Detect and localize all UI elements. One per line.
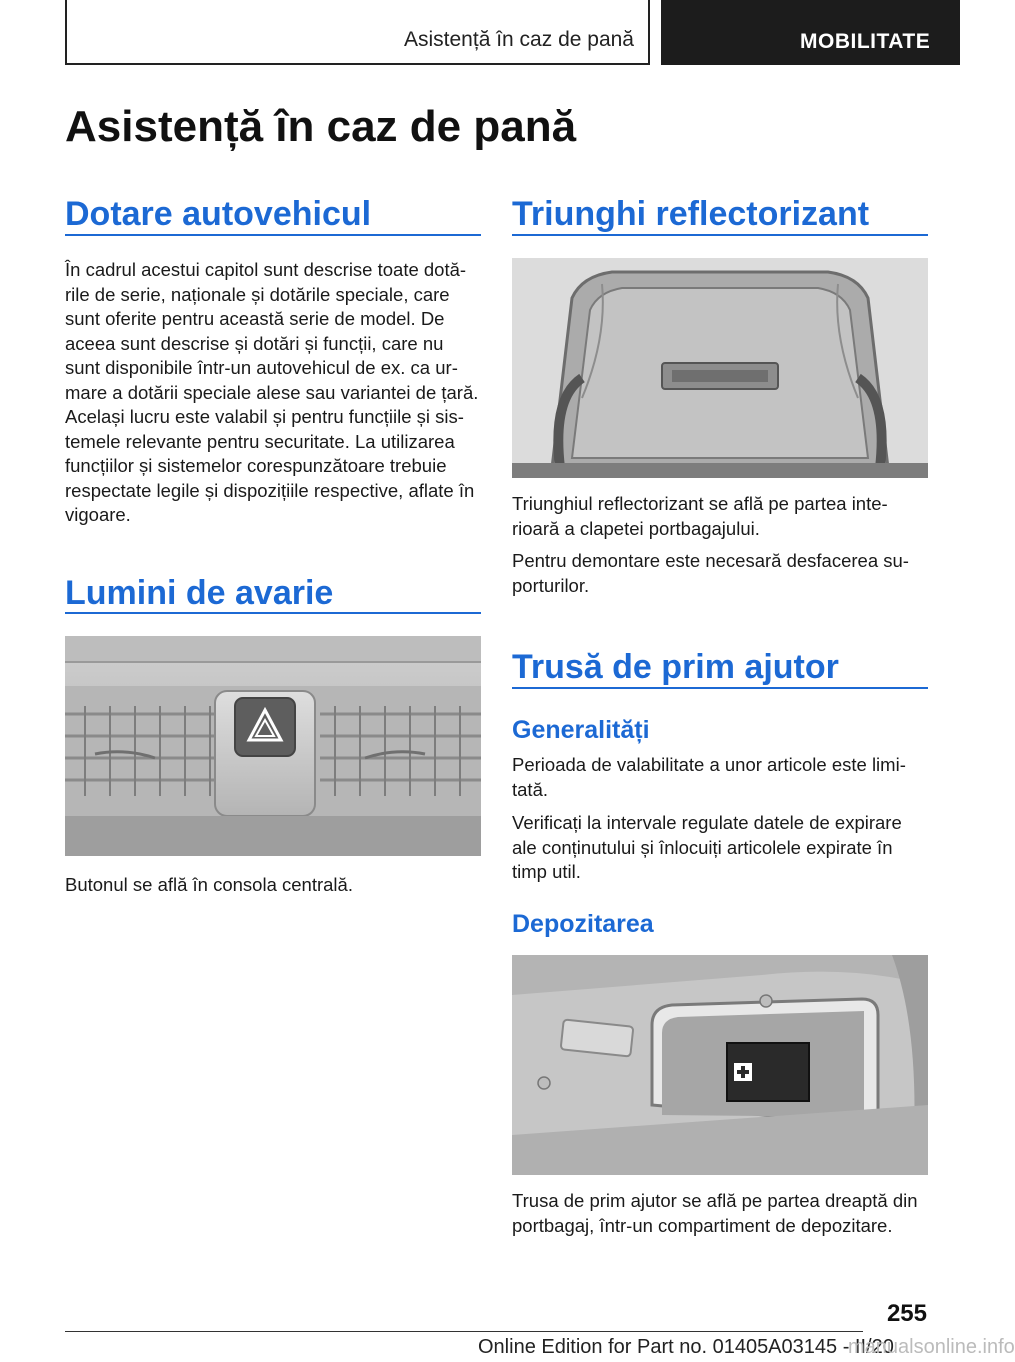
header-left-rule [65, 0, 67, 65]
hazard-caption: Butonul se află în consola centrală. [65, 874, 353, 895]
dotare-paragraph: În cadrul acestui capitol sunt descrise toate dotările de serie, naționale și dotările speciale, care sunt oferite pentru această serie de model. De aceea sunt descrise și dotări și funcții, care nu sunt disponibile într-un autovehicul de ex. ca urmare a dotării speciale alese sau variantei de țară. Același lucru este valabil și pentru funcțiile și sistemele relevante pentru securitate. La utilizarea funcțiilor și sistemelor corespunzătoare trebuie respectate legile și dispozițiile respective, aflate în vigoare. [65, 259, 479, 525]
section-title-dotare: Dotare autovehicul [65, 195, 372, 233]
section-rule [65, 612, 481, 614]
section-rule [65, 234, 481, 236]
section-title-lumini-avarie: Lumini de avarie [65, 574, 334, 612]
hazard-button-image [65, 636, 481, 856]
first-aid-kit-image [512, 955, 928, 1175]
generalitati-paragraph-2: Verificați la intervale regulate datele de expirare ale conținutului și înlocuiți articolele expirate în timp util. [512, 812, 902, 882]
triangle-paragraph-1: Triunghiul reflectorizant se află pe partea interioară a clapetei portbagajului. [512, 493, 888, 539]
subsection-title-depozitarea: Depozitarea [512, 910, 654, 938]
footer-rule [65, 1331, 863, 1332]
header-chapter-tab[interactable] [661, 0, 960, 65]
page-title: Asistență în caz de pană [65, 102, 577, 151]
footer-edition: Online Edition for Part no. 01405A03145 - II/20 [478, 1336, 894, 1358]
section-rule [512, 234, 928, 236]
generalitati-paragraph-1: Perioada de valabilitate a unor articole este limitată. [512, 754, 906, 800]
header-right-rule [648, 0, 650, 65]
section-title-trusa: Trusă de prim ajutor [512, 648, 839, 686]
footer-watermark: manualsonline.info [848, 1336, 1015, 1358]
first-aid-caption: Trusa de prim ajutor se află pe partea dreaptă din portbagaj, într-un compartiment de depozitare. [512, 1190, 918, 1236]
triangle-paragraph-2: Pentru demontare este necesară desfacerea suporturilor. [512, 550, 909, 596]
header-rule [65, 63, 650, 65]
section-title-triunghi: Triunghi reflectorizant [512, 195, 870, 233]
header-chapter-label: MOBILITATE [800, 30, 931, 53]
header-section-title: Asistență în caz de pană [404, 28, 634, 51]
page-number: 255 [886, 1300, 927, 1327]
subsection-title-generalitati: Generalități [512, 716, 650, 744]
warning-triangle-image [512, 258, 928, 478]
section-rule [512, 687, 928, 689]
